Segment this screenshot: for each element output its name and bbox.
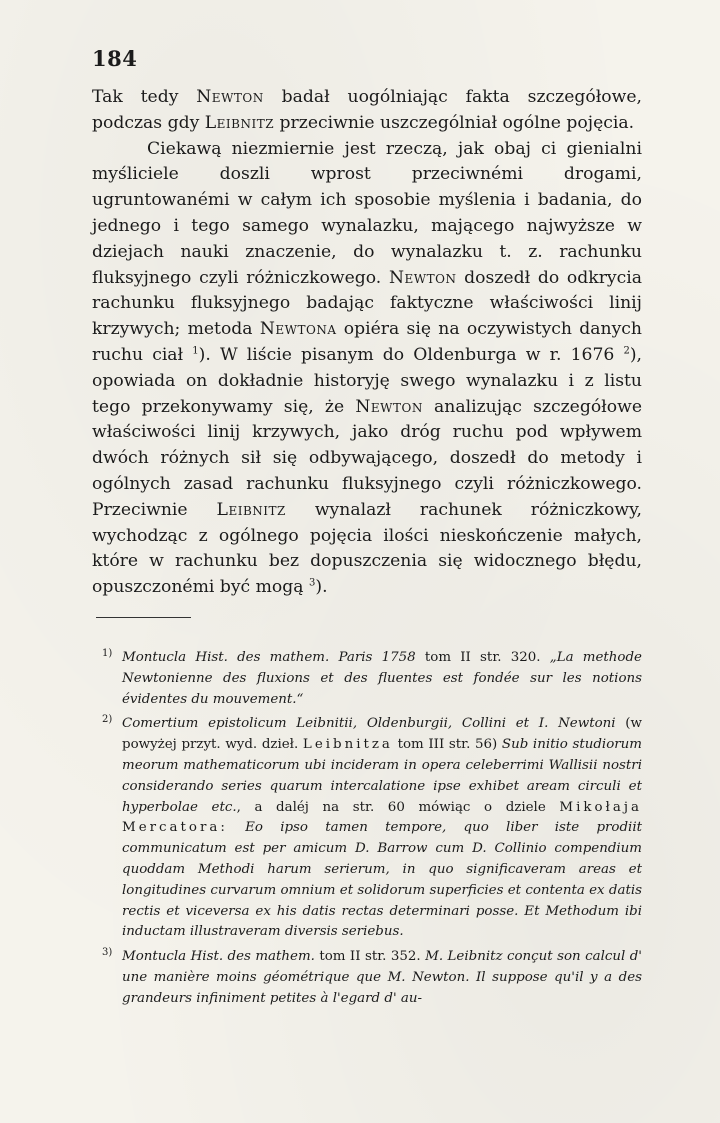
text-run: wynalazł rachunek różniczkowy, wychodząc z ogólnego pojęcia ilości nieskończenie małych, które w rachunku bez dopuszczenia się widocznego błędu, opuszczonémi być mogą — [92, 499, 642, 598]
footnote — [102, 947, 642, 1009]
footnote-reference: 2 — [623, 345, 630, 357]
author-name: Newton — [388, 267, 457, 288]
text-run: opiéra się na oczywistych danych ruchu ciał — [92, 319, 642, 365]
paragraph — [92, 85, 642, 137]
author-name: Newton — [196, 87, 264, 107]
paragraph — [92, 137, 642, 601]
footnote-text — [122, 716, 642, 939]
footnote-text — [122, 949, 642, 1006]
text-run: przeciwnie uszczególniał ogólne pojęcia. — [274, 112, 635, 133]
footnote-text — [122, 650, 642, 707]
footnote-reference: 1 — [192, 345, 199, 357]
italic-text: Montucla Hist. des mathem. — [122, 949, 315, 965]
text-run: analizując szczegółowe właściwości linij krzywych, jako dróg ruchu pod wpływem dwóch różnych sił się odbywającego, doszedł do metody i ogólnych zasad rachunku fluksyjnego czyli różniczkowego. Przeciwnie — [92, 396, 642, 520]
spaced-name: Mikołaja Mercatora: — [122, 799, 642, 836]
italic-text: Eo ipso tamen tempore, quo liber iste prodiit communicatum est per amicum D. Barrow cum D. Collinio compendium quoddam Methodi harum serierum, in quo significaveram areas et longitudines curvarum omnium et solidorum superficies et contenta ex datis rectis et viceversa ex his datis rectas determinari posse. Et Methodum ibi inductam illustraveram diversis seriebus. — [122, 820, 642, 940]
italic-text: Montucla Hist. des mathem. Paris 1758 — [122, 650, 416, 665]
text-run: tom III str. 56) — [392, 737, 502, 753]
text-run: tom II str. 352. — [314, 949, 426, 965]
author-name: Newtona — [259, 319, 337, 340]
author-name: Leibnitz — [216, 499, 286, 520]
footnote-reference: 3 — [308, 577, 316, 589]
body-text — [92, 85, 642, 601]
italic-text: Sub initio studiorum meorum mathematicorum ubi incideram in opera celeberrimi Wallisii nostri considerando series quarum intercalatione ipse exhibet aream circuli et hyperbolae etc. — [122, 737, 642, 815]
spaced-name: Leibnitza — [302, 737, 393, 753]
footnote-mark: 3) — [102, 947, 113, 959]
text-run: badał uogólniając fakta szczegółowe, podczas gdy — [92, 87, 642, 133]
italic-text: M. Leibnitz conçut son calcul d' une manière moins géométrique que M. Newton. Il suppose qu'il y a des grandeurs infiniment petites à l'egard d' au- — [122, 949, 642, 1006]
text-run: ). W liście pisanym do Oldenburga w r. 1676 — [198, 344, 624, 365]
footnote-mark: 1) — [102, 648, 113, 659]
footnote-mark: 2) — [102, 714, 113, 726]
text-run: , a daléj na str. 60 mówiąc o dziele — [236, 799, 560, 815]
text-run: Ciekawą niezmiernie jest rzeczą, jak obaj ci gienialni myśliciele doszli wprost przeciwnémi drogami, ugruntowanémi w całym ich sposobie myślenia i badania, do jednego i tego samego wynalazku, mającego najwyższe w dziejach nauki znaczenie, do wynalazku t. z. rachunku fluksyjnego czyli różniczkowego. — [92, 138, 642, 288]
italic-text: Comertium epistolicum Leibnitii, Oldenburgii, Collini et I. Newtoni — [122, 716, 616, 732]
text-run: tom II str. 320. — [415, 650, 550, 665]
footnotes — [102, 648, 642, 1014]
footnote — [102, 648, 642, 710]
text-run: doszedł do odkrycia rachunku fluksyjnego badając faktyczne właściwości linij krzywych; metoda — [92, 267, 642, 340]
italic-text: „La methode Newtonienne des fluxions et des fluentes est fondée sur les notions évidentes du mouvement.“ — [122, 650, 642, 707]
text-run — [228, 820, 245, 835]
text-run: ). — [315, 577, 328, 598]
footnote — [102, 714, 642, 943]
author-name: Newton — [355, 396, 423, 417]
text-run: ), opowiada on dokładnie historyję swego wynalazku i z listu tego przekonywamy się, że — [92, 344, 642, 417]
author-name: Leibnitz — [204, 112, 275, 133]
page-number: 184 — [92, 46, 138, 71]
footnote-divider — [96, 617, 191, 618]
text-run: (w powyżej przyt. wyd. dzieł. — [122, 716, 642, 753]
text-run: Tak tedy — [92, 87, 197, 107]
